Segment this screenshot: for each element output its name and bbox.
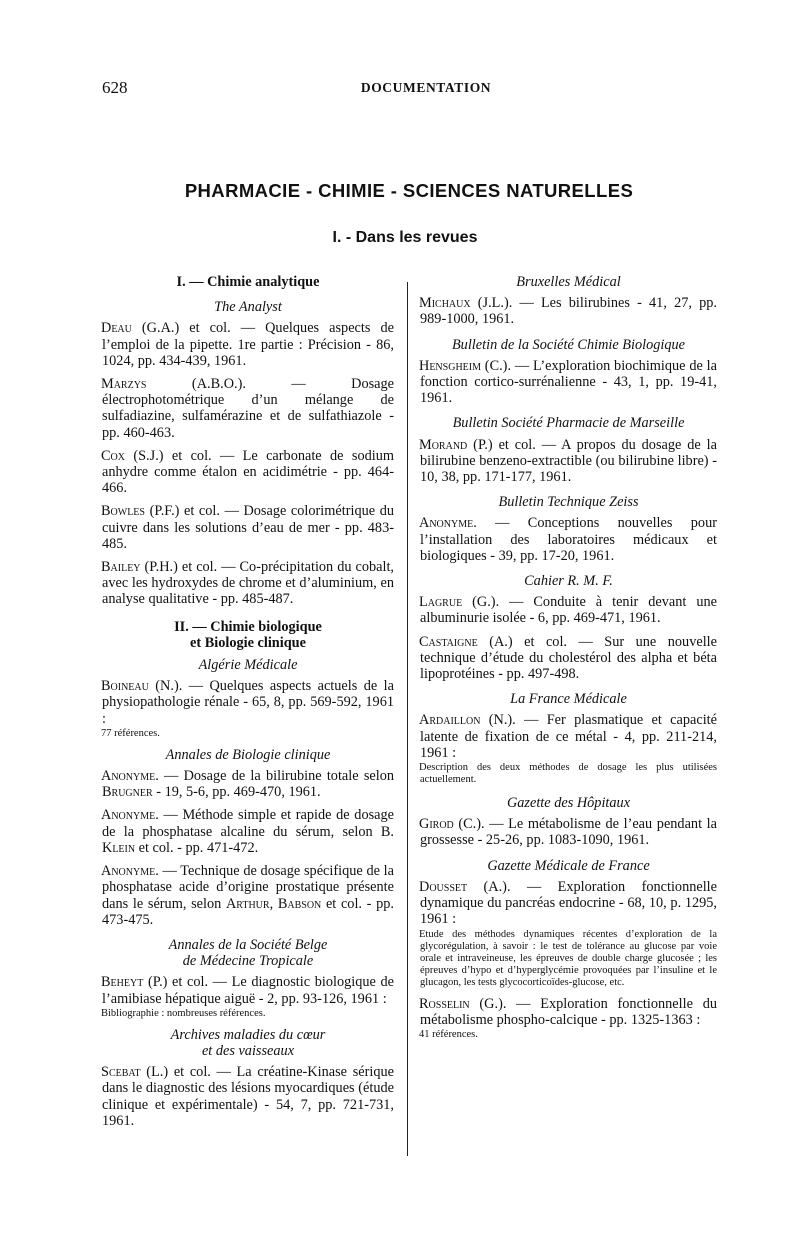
reference-text: — Méthode simple et rapide de dosage de la phosphatase alcaline du sérum, selon B.: [102, 807, 394, 840]
heading-line: et Biologie clinique: [190, 634, 306, 651]
reference-entry: [420, 437, 717, 486]
journal-title: Bulletin Société Pharmacie de Marseille: [452, 415, 685, 432]
section-title: PHARMACIE - CHIMIE - SCIENCES NATURELLES: [184, 180, 634, 201]
author: Anonyme.: [101, 768, 159, 785]
journal-title: Bulletin Technique Zeiss: [498, 494, 639, 511]
reference-text: et col. - pp. 471-472.: [135, 839, 259, 856]
reference-entry: [102, 974, 394, 1019]
reference-entry: [102, 559, 394, 608]
author: Anonyme.: [419, 515, 477, 532]
author: Dousset (A.).: [419, 878, 511, 895]
reference-entry: [102, 863, 394, 928]
running-header: [102, 78, 720, 100]
reference-note: 41 références.: [419, 1028, 478, 1040]
reference-text: — Technique de dosage spécifique de la phosphatase acide d’origine prostatique présente dans le sérum, selon: [102, 863, 394, 912]
reference-entry: [102, 807, 394, 856]
reference-entry: [420, 996, 717, 1041]
author: Scebat (L.): [101, 1064, 169, 1081]
reference-entry: [102, 320, 394, 369]
reference-entry: [102, 448, 394, 497]
reference-text: et col. — Co-précipitation du cobalt, avec les hydroxydes de chrome et d’aluminium, en analyse qualitative - pp. 485-487.: [102, 559, 394, 608]
reference-entry: [102, 376, 394, 441]
author: Beheyt (P.): [101, 974, 168, 991]
author: Ardaillon (N.).: [419, 712, 516, 729]
reference-text: — Quelques aspects actuels de la physiopathologie rénale - 65, 8, pp. 569-592, 1961 :: [102, 678, 394, 727]
author: Bailey (P.H.): [101, 559, 178, 576]
reference-entry: [420, 816, 717, 848]
author: Bowles (P.F.): [101, 503, 180, 520]
journal-title: Algérie Médicale: [198, 657, 298, 674]
author: Anonyme.: [101, 863, 159, 880]
heading-chimie-biologique: [102, 619, 394, 651]
author: Anonyme.: [101, 807, 159, 824]
reference-text: et col. — Le carbonate de sodium anhydre comme étalon en acidimétrie - pp. 464-466.: [102, 447, 394, 497]
author: Morand (P.): [419, 436, 493, 453]
journal-line: et des vaisseaux: [201, 1042, 295, 1059]
reference-text: et col. - pp. 473-475.: [102, 895, 394, 928]
reference-text: — Exploration fonctionnelle dynamique du pancréas endocrine - 68, 10, p. 1295, 1961 :: [420, 878, 717, 928]
reference-text: et col. — La créatine-Kinase sérique dans le diagnostic des lésions myocardiques (étude clinique et expérimentale) - 54, 7, pp. 721-731, 1961.: [102, 1064, 394, 1129]
journal-title: Gazette Médicale de France: [487, 857, 650, 874]
reference-text: - 19, 5-6, pp. 469-470, 1961.: [152, 784, 321, 801]
author: Girod (C.).: [419, 816, 485, 833]
reference-text: — Fer plasmatique et capacité latente de fixation de ce métal - 4, pp. 211-214, 1961 :: [420, 712, 718, 761]
journal-line: de Médecine Tropicale: [182, 953, 314, 970]
author: Marzys (A.B.O.).: [101, 376, 246, 393]
reference-text: — Dosage de la bilirubine totale selon: [158, 768, 394, 785]
reference-entry: [102, 503, 394, 552]
journal-title: Gazette des Hôpitaux: [506, 795, 631, 812]
author: Boineau (N.).: [101, 678, 183, 695]
journal-title: Annales de Biologie clinique: [165, 746, 331, 763]
reference-text: — Conceptions nouvelles pour l’installation des laboratoires médicaux et biologiques - 39, pp. 17-20, 1961.: [420, 515, 717, 564]
reference-text: et col. — Sur une nouvelle technique d’étude du cholestérol des alpha et béta lipoprotéines - pp. 497-498.: [420, 633, 717, 683]
journal-title: [102, 1027, 394, 1059]
cited-author: Brugner: [102, 784, 153, 801]
running-title: DOCUMENTATION: [360, 80, 492, 95]
reference-entry: [420, 879, 717, 989]
reference-text: — Le métabolisme de l’eau pendant la grossesse - 25-26, pp. 1083-1090, 1961.: [420, 816, 717, 849]
journal-title: The Analyst: [214, 299, 282, 316]
reference-text: — L’exploration biochimique de la fonction cortico-surrénalienne - 43, 1, pp. 19-41, 1961.: [420, 357, 717, 407]
journal-title: Cahier R. M. F.: [524, 573, 613, 590]
heading-line: II. — Chimie biologique: [174, 618, 322, 635]
reference-note: 77 références.: [101, 727, 160, 739]
heading-chimie-analytique: I. — Chimie analytique: [176, 274, 320, 290]
reference-entry: [420, 358, 717, 407]
right-column: [420, 274, 717, 1048]
reference-text: — Conduite à tenir devant une albuminurie isolée - 6, pp. 469-471, 1961.: [420, 594, 717, 627]
reference-text: et col. — Quelques aspects de l’emploi de la pipette. 1re partie : Précision - 86, 1024, pp. 434-439, 1961.: [102, 320, 394, 369]
cited-author: Klein: [102, 839, 136, 856]
reference-text: et col. — A propos du dosage de la bilirubine benzeno-extractible (ou bilirubine libre) - 10, 38, pp. 171-177, 1961.: [420, 436, 717, 486]
journal-title: La France Médicale: [510, 691, 627, 708]
reference-text: — Exploration fonctionnelle du métabolisme phospho-calcique - pp. 1325-1363 :: [420, 995, 718, 1028]
author: Cox (S.J.): [101, 447, 164, 464]
journal-title: [102, 937, 394, 969]
author: Michaux (J.L.).: [419, 295, 513, 312]
reference-entry: [420, 712, 717, 786]
reference-entry: [420, 295, 717, 327]
journal-line: Archives maladies du cœur: [170, 1026, 326, 1043]
author: Hensgheim (C.).: [419, 357, 512, 374]
reference-note: Etude des méthodes dynamiques récentes d’exploration de la glycorégulation, à savoir : le test de tolérance au glucose par voie orale et intraveineuse, les épreuves de double charge glucosée ; les épreuves d’hypo et d’hyperglycémie provoquées par l’insuline et le glucagon, les tests glycocorticoïdes-glucose, etc.: [419, 928, 717, 988]
reference-note: Description des deux méthodes de dosage les plus utilisées actuellement.: [419, 762, 717, 786]
reference-note: Bibliographie : nombreuses références.: [101, 1007, 266, 1019]
reference-text: et col. — Dosage colorimétrique du cuivre dans les solutions d’eau de mer - pp. 483-485.: [102, 503, 394, 552]
author: Castaigne (A.): [419, 633, 513, 650]
left-column: [102, 274, 394, 1136]
reference-entry: [420, 594, 717, 626]
section-subtitle: I. - Dans les revues: [332, 229, 478, 246]
reference-entry: [420, 634, 717, 683]
author: Lagrue (G.).: [419, 594, 500, 611]
reference-entry: [102, 768, 394, 800]
reference-text: et col. — Le diagnostic biologique de l’amibiase hépatique aiguë - 2, pp. 93-126, 1961 :: [102, 974, 394, 1007]
cited-author: Arthur, Babson: [225, 895, 322, 912]
reference-text: — Dosage électrophotométrique d’un mélange de sulfadiazine, sulfamérazine et de sulfathiazole - pp. 460-463.: [102, 376, 395, 441]
page-number: 628: [102, 78, 128, 97]
column-divider: [407, 282, 408, 1156]
journal-line: Annales de la Société Belge: [168, 936, 328, 953]
reference-entry: [420, 515, 717, 564]
journal-title: Bulletin de la Société Chimie Biologique: [451, 336, 686, 353]
reference-entry: [102, 678, 394, 740]
author: Deau (G.A.): [101, 320, 180, 337]
reference-entry: [102, 1064, 394, 1129]
author: Rosselin (G.).: [419, 995, 507, 1012]
reference-text: — Les bilirubines - 41, 27, pp. 989-1000, 1961.: [420, 295, 717, 328]
journal-title: Bruxelles Médical: [516, 274, 621, 290]
